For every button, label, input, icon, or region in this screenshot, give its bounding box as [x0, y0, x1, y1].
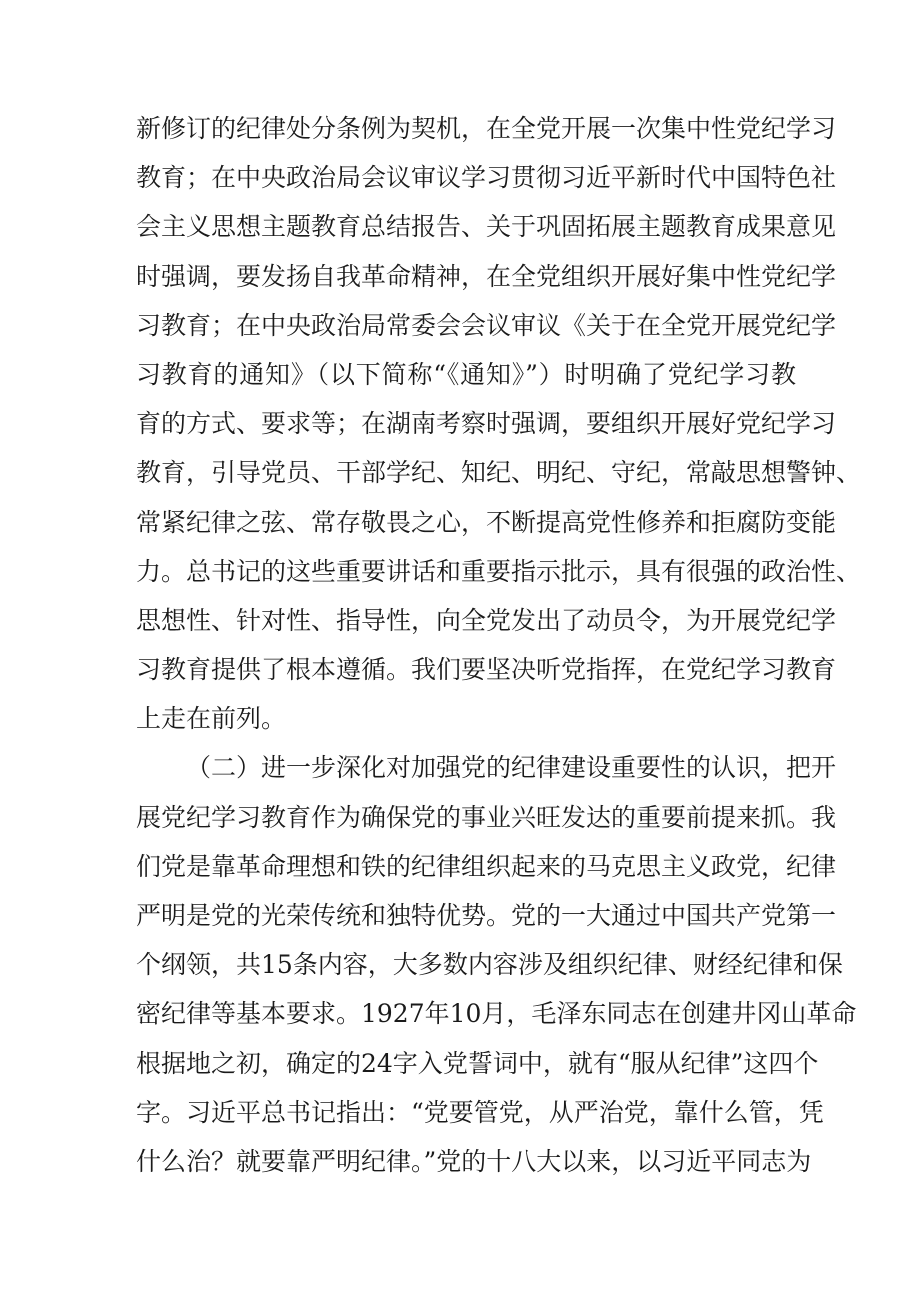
- text-line: 严明是党的光荣传统和独特优势。党的一大通过中国共产党第一: [136, 901, 837, 930]
- text-line: 根据地之初，确定的24字入党誓词中，就有“服从纪律”这四个: [136, 1048, 819, 1078]
- text-line: 个纲领，共15条内容，大多数内容涉及组织纪律、财经纪律和保: [136, 950, 843, 980]
- text-line: 新修订的纪律处分条例为契机，在全党开展一次集中性党纪学习: [136, 114, 837, 143]
- text-line: 展党纪学习教育作为确保党的事业兴旺发达的重要前提来抓。我: [136, 802, 837, 832]
- text-line: 字。习近平总书记指出：“党要管党，从严治党，靠什么管，凭: [136, 1097, 824, 1127]
- text-line: （二）进一步深化对加强党的纪律建设重要性的认识，把开: [186, 753, 837, 783]
- text-line: 习教育；在中央政治局常委会会议审议《关于在全党开展党纪学: [136, 310, 837, 340]
- document-body: [136, 104, 862, 1186]
- text-line: 常紧纪律之弦、常存敬畏之心，不断提高党性修养和拒腐防变能: [136, 507, 837, 537]
- paragraph-2: [136, 743, 857, 1186]
- text-line: 思想性、针对性、指导性，向全党发出了动员令，为开展党纪学: [136, 605, 837, 635]
- text-line: 会主义思想主题教育总结报告、关于巩固拓展主题教育成果意见: [136, 212, 837, 242]
- text-line: 育的方式、要求等；在湖南考察时强调，要组织开展好党纪学习: [136, 409, 837, 439]
- text-line: 们党是靠革命理想和铁的纪律组织起来的马克思主义政党，纪律: [136, 851, 837, 881]
- text-line: 密纪律等基本要求。1927年10月，毛泽东同志在创建井冈山革命: [136, 999, 857, 1029]
- text-line: 习教育提供了根本遵循。我们要坚决听党指挥，在党纪学习教育: [136, 655, 837, 685]
- text-line: 时强调，要发扬自我革命精神，在全党组织开展好集中性党纪学: [136, 261, 837, 291]
- text-line: 习教育的通知》（以下简称“《通知》”）时明确了党纪学习教: [136, 359, 796, 389]
- text-line: 上走在前列。: [136, 704, 287, 734]
- text-line: 力。总书记的这些重要讲话和重要指示批示，具有很强的政治性、: [136, 556, 862, 586]
- paragraph-1: [136, 104, 862, 743]
- text-line: 教育；在中央政治局会议审议学习贯彻习近平新时代中国特色社: [136, 163, 837, 193]
- text-line: 什么治？就要靠严明纪律。”党的十八大以来，以习近平同志为: [136, 1146, 812, 1176]
- text-line: 教育，引导党员、干部学纪、知纪、明纪、守纪，常敲思想警钟、: [136, 458, 862, 488]
